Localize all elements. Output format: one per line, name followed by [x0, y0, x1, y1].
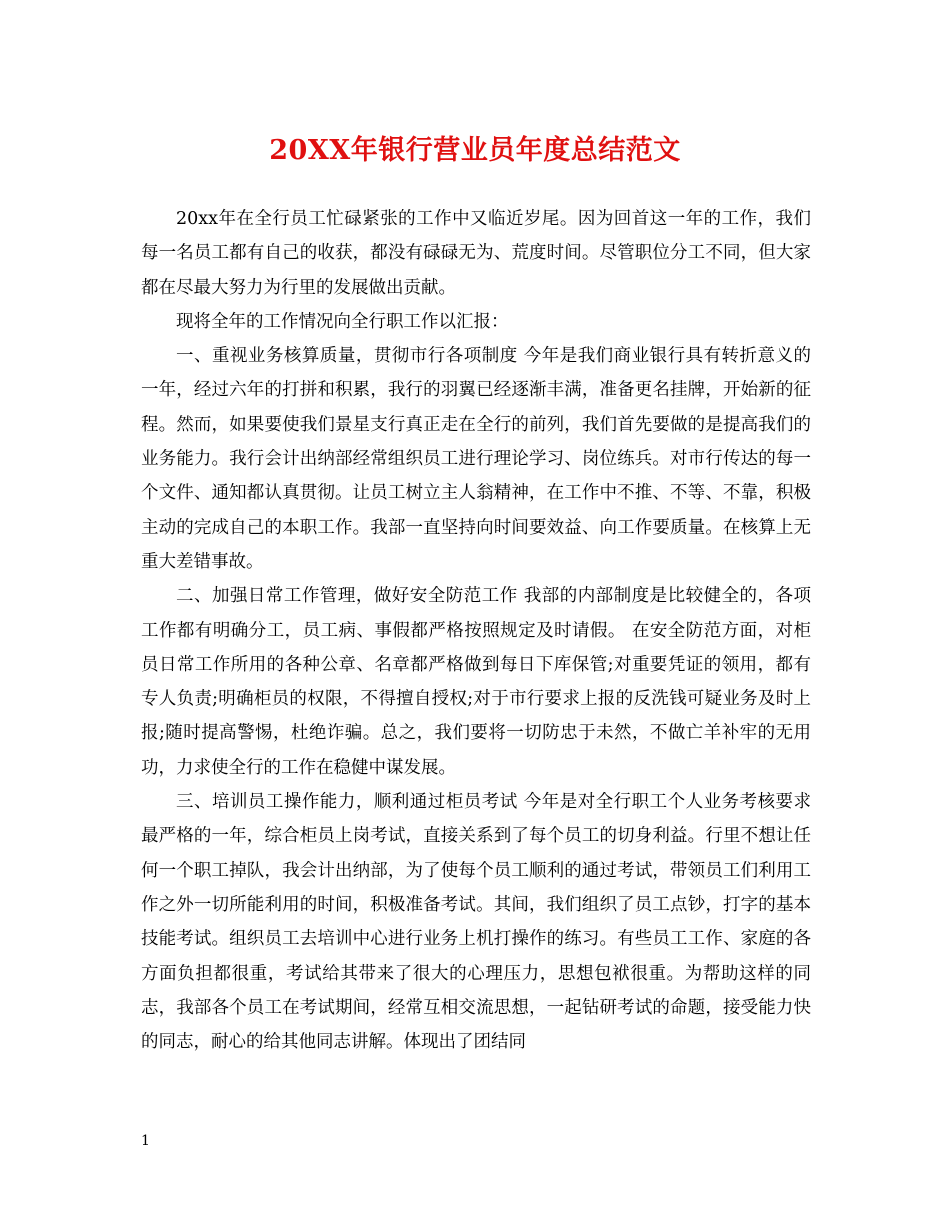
page-number: 1 — [141, 1133, 150, 1149]
paragraph-section-1: 一、重视业务核算质量，贯彻市行各项制度 今年是我们商业银行具有转折意义的一年，经过六年的打拼和积累，我行的羽翼已经逐渐丰满，准备更名挂牌，开始新的征程。然而，如果要使我们景星支行真正走在全行的前列，我们首先要做的是提高我们的业务能力。我行会计出纳部经常组织员工进行理论学习、岗位练兵。对市行传达的每一个文件、通知都认真贯彻。让员工树立主人翁精神，在工作中不推、不等、不靠，积极主动的完成自己的本职工作。我部一直坚持向时间要效益、向工作要质量。在核算上无重大差错事故。 — [141, 346, 811, 572]
paragraph-intro: 20xx年在全行员工忙碌紧张的工作中又临近岁尾。因为回首这一年的工作，我们每一名员工都有自己的收获，都没有碌碌无为、荒度时间。尽管职位分工不同，但大家都在尽最大努力为行里的发展做出贡献。 — [141, 209, 811, 298]
document-body — [141, 202, 811, 1059]
paragraph-section-3: 三、培训员工操作能力，顺利通过柜员考试 今年是对全行职工个人业务考核要求最严格的一年，综合柜员上岗考试，直接关系到了每个员工的切身利益。行里不想让任何一个职工掉队，我会计出纳部，为了使每个员工顺利的通过考试，带领员工们利用工作之外一切所能利用的时间，积极准备考试。其间，我们组织了员工点钞，打字的基本技能考试。组织员工去培训中心进行业务上机打操作的练习。有些员工工作、家庭的各方面负担都很重，考试给其带来了很大的心理压力，思想包袱很重。为帮助这样的同志，我部各个员工在考试期间，经常互相交流思想，一起钻研考试的命题，接受能力快的同志，耐心的给其他同志讲解。体现出了团结同 — [141, 792, 811, 1053]
paragraph-section-2: 二、加强日常工作管理，做好安全防范工作 我部的内部制度是比较健全的，各项工作都有明确分工，员工病、事假都严格按照规定及时请假。 在安全防范方面，对柜员日常工作所用的各种公章、名章都严格做到每日下库保管;对重要凭证的领用，都有专人负责;明确柜员的权限，不得擅自授权;对于市行要求上报的反洗钱可疑业务及时上报;随时提高警惕，杜绝诈骗。总之，我们要将一切防忠于未然，不做亡羊补牢的无用功，力求使全行的工作在稳健中谋发展。 — [141, 586, 811, 778]
document-title: 20XX年银行营业员年度总结范文 — [269, 135, 681, 166]
paragraph-report-lead: 现将全年的工作情况向全行职工作以汇报： — [176, 311, 509, 332]
